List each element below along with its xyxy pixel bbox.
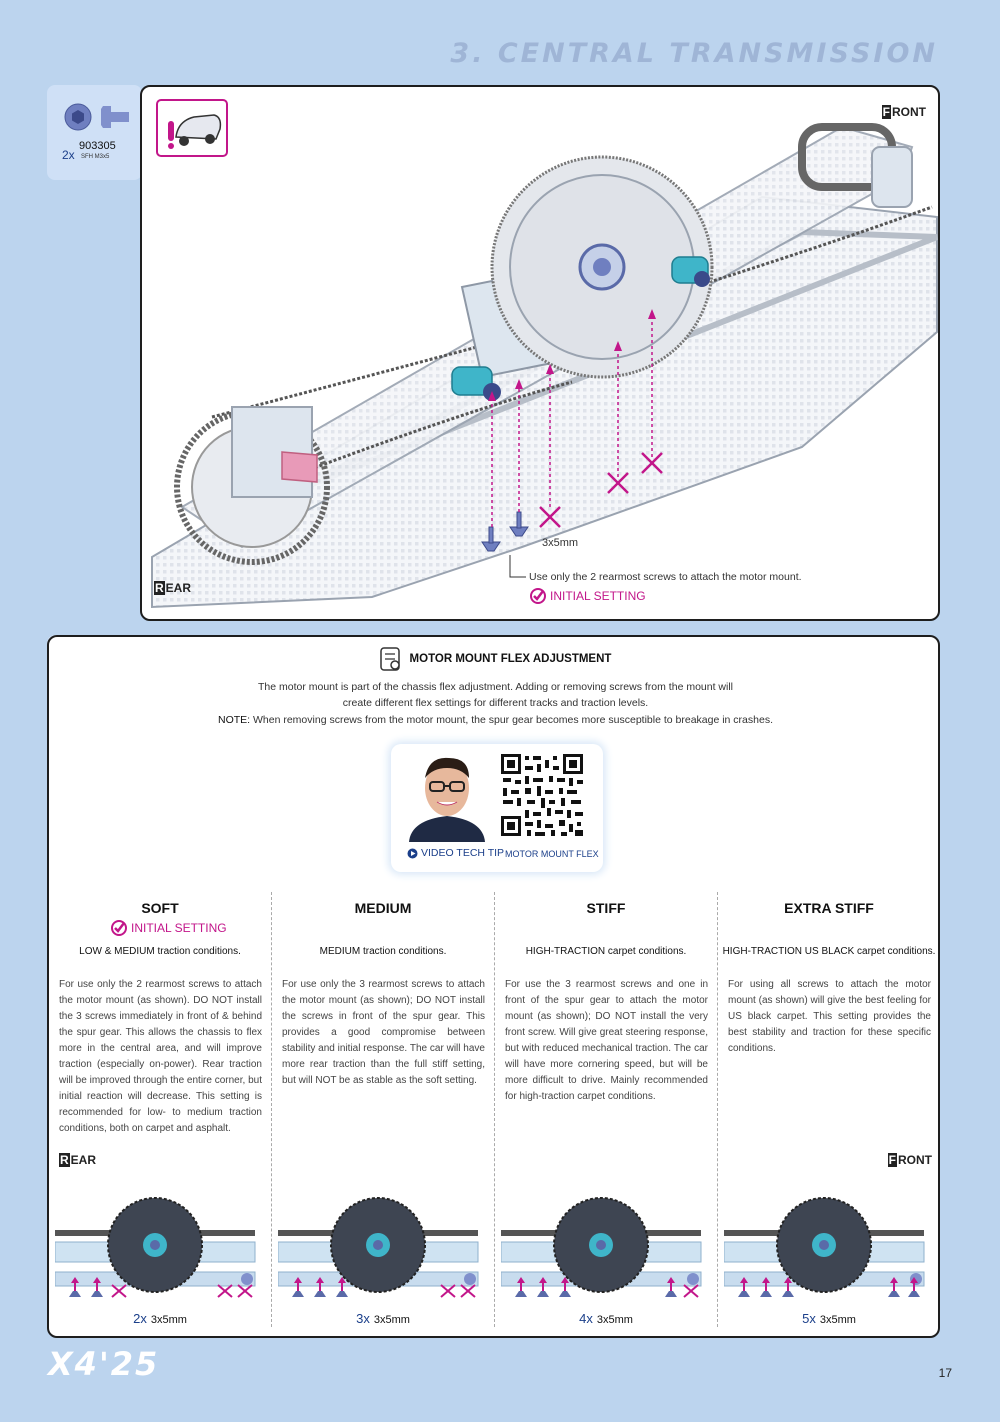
parts-box-step1 xyxy=(47,85,142,180)
gear-axle xyxy=(373,1240,383,1250)
video-tech-tip-label[interactable]: VIDEO TECH TIP xyxy=(407,847,504,859)
section-title: 3. CENTRAL TRANSMISSION xyxy=(450,38,938,69)
rear-label: R EAR xyxy=(155,581,192,595)
screw xyxy=(69,1291,81,1297)
rear-label: R EAR xyxy=(60,1153,97,1167)
flex-adjust-heading xyxy=(49,647,940,671)
screw xyxy=(760,1291,772,1297)
screw xyxy=(908,1291,920,1297)
video-tech-tip-card[interactable] xyxy=(391,744,603,872)
step1-note: Use only the 2 rearmost screws to attach the motor mount. xyxy=(529,571,802,583)
motor-mount-diagram xyxy=(55,1197,265,1302)
screw xyxy=(665,1291,677,1297)
screw-size-label: 3x5mm xyxy=(542,537,579,549)
bearing xyxy=(241,1273,253,1285)
part-number: 903305 xyxy=(79,140,116,152)
setting-column-extra-stiff xyxy=(718,892,940,1332)
intro-line-1: The motor mount is part of the chassis flex adjustment. Adding or removing screws from the mount will xyxy=(257,681,734,693)
setting-description: For use the 3 rearmost screws and one in front of the spur gear to attach the motor mount (as shown); DO NOT install the very front screw. Will give great steering response, but with reduced mechanical traction. The car will have more cornering speed, but will be more difficult to drive. Mainly recommended for high-traction carpet conditions. xyxy=(505,979,708,1102)
initial-setting-badge: INITIAL SETTING xyxy=(530,588,646,604)
screw-quantity: 2x 3x5mm xyxy=(133,1311,187,1326)
screw xyxy=(314,1291,326,1297)
page-number: 17 xyxy=(938,1366,952,1380)
screw xyxy=(559,1291,571,1297)
screw-quantity: 5x 3x5mm xyxy=(802,1311,856,1326)
bearing xyxy=(910,1273,922,1285)
play-circle-icon xyxy=(407,848,418,859)
setting-condition: HIGH-TRACTION carpet conditions. xyxy=(525,946,687,957)
check-circle-icon xyxy=(111,920,127,936)
video-topic-label: MOTOR MOUNT FLEX xyxy=(505,849,599,859)
product-logo: X4'25 xyxy=(48,1345,160,1383)
motor-mount-diagram xyxy=(278,1197,488,1302)
motor-mount-diagram xyxy=(724,1197,934,1302)
initial-setting-badge: INITIAL SETTING xyxy=(111,920,227,936)
screw xyxy=(537,1291,549,1297)
setting-title: STIFF xyxy=(586,900,626,916)
setting-column-stiff xyxy=(495,892,717,1332)
setting-column-soft xyxy=(49,892,271,1332)
setting-title: MEDIUM xyxy=(354,900,412,916)
part-qty: 2x xyxy=(62,148,75,162)
front-label: F RONT xyxy=(888,1153,932,1167)
presenter-photo xyxy=(405,750,489,842)
screw xyxy=(782,1291,794,1297)
settings-sliders-icon xyxy=(380,647,402,671)
front-label: F RONT xyxy=(882,105,926,119)
step1-panel xyxy=(140,85,940,621)
setting-condition: HIGH-TRACTION US BLACK carpet conditions. xyxy=(722,946,936,957)
setting-description: For use only the 2 rearmost screws to attach the motor mount (as shown). DO NOT install the 3 screws immediately in front of & behind the spur gear. This allows the chassis to flex more in the central area, and will improve traction (especially on-power). Rear traction will be improved through the entire corner, but initial reaction will decrease. This setting is recommended for low- to medium traction conditions, both on carpet and asphalt. xyxy=(59,979,262,1134)
screw-quantity: 3x 3x5mm xyxy=(356,1311,410,1326)
gear-axle xyxy=(596,1240,606,1250)
setting-description: For use only the 3 rearmost screws to attach the motor mount (as shown); DO NOT install the screws in front of the spur gear. This provides a good compromise between stability and initial response. The car will have more rear traction than the full stiff setting, but will NOT be as stable as the soft setting. xyxy=(282,979,485,1086)
screw-quantity: 4x 3x5mm xyxy=(579,1311,633,1326)
motor-mount-diagram xyxy=(501,1197,711,1302)
flex-adjust-title: MOTOR MOUNT FLEX ADJUSTMENT xyxy=(409,653,612,665)
note-line xyxy=(49,714,940,726)
note-text: When removing screws from the motor mount, the spur gear becomes more susceptible to breakage in crashes. xyxy=(253,714,773,726)
screw xyxy=(515,1291,527,1297)
screw-icon xyxy=(63,97,133,137)
setting-column-medium xyxy=(272,892,494,1332)
setting-condition: MEDIUM traction conditions. xyxy=(319,946,447,957)
qr-code[interactable] xyxy=(499,752,585,838)
chassis-illustration xyxy=(142,87,940,621)
gear-axle xyxy=(150,1240,160,1250)
setting-condition: LOW & MEDIUM traction conditions. xyxy=(79,946,241,957)
note-label: NOTE: xyxy=(217,714,251,726)
setting-title: SOFT xyxy=(141,900,179,916)
bearing xyxy=(464,1273,476,1285)
setting-title: EXTRA STIFF xyxy=(784,900,874,916)
setting-description: For using all screws to attach the motor mount (as shown) will give the best feeling for US black carpet. This setting provides the best stability and traction for these specific conditions. xyxy=(728,979,931,1054)
screw xyxy=(91,1291,103,1297)
step2-panel xyxy=(47,635,940,1338)
screw xyxy=(292,1291,304,1297)
part-spec: SFH M3x5 xyxy=(81,154,110,160)
screw xyxy=(738,1291,750,1297)
screw xyxy=(336,1291,348,1297)
check-circle-icon xyxy=(530,588,546,604)
intro-line-2: create different flex settings for different tracks and traction levels. xyxy=(342,697,649,709)
bearing xyxy=(687,1273,699,1285)
gear-axle xyxy=(819,1240,829,1250)
screw xyxy=(888,1291,900,1297)
